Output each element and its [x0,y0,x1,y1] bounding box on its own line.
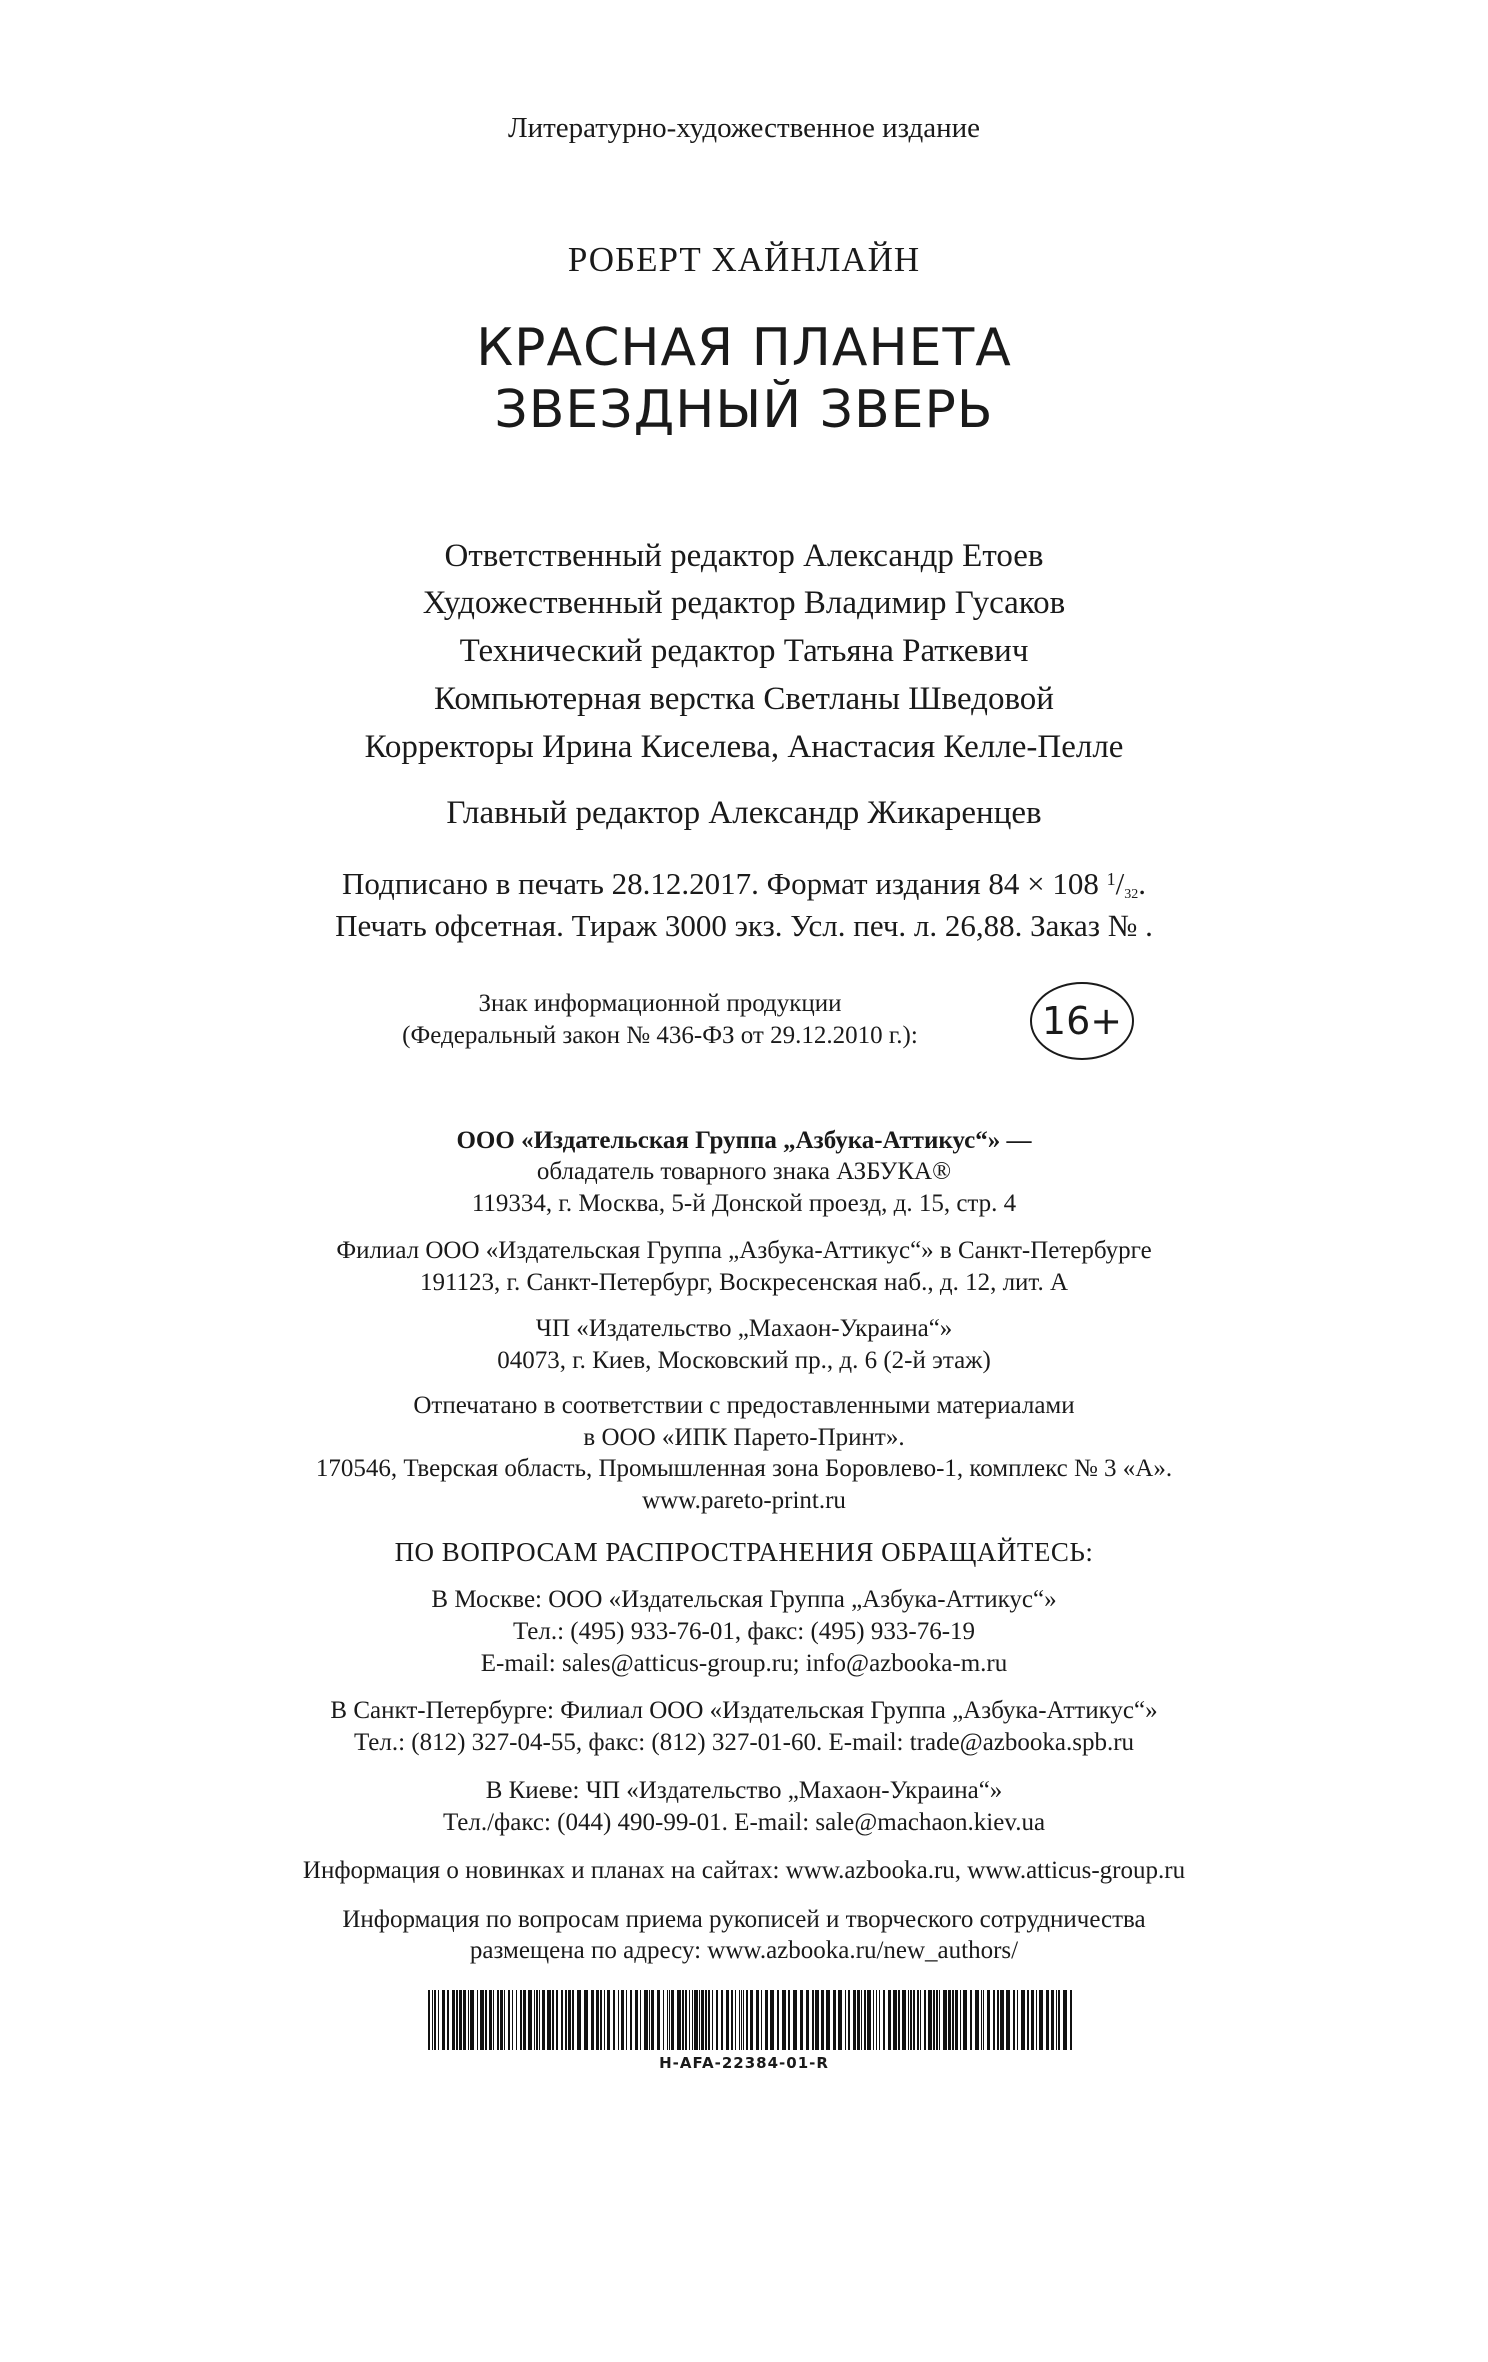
barcode-bar [970,1990,972,2050]
barcode-bar [939,1990,940,2050]
barcode-bar [924,1990,926,2050]
publisher-line-4: Филиал ООО «Издательская Группа „Азбука-Аттикус“» в Санкт-Петербурге [336,1237,1152,1264]
info-line-2: Информация по вопросам приема рукописей и творческого сотрудничества [342,1906,1146,1933]
barcode-bar [468,1990,469,2050]
barcode-bar [983,1990,984,2050]
barcode-bar [1021,1990,1025,2050]
barcode-bar [1013,1990,1015,2050]
printer-line-2: в ООО «ИПК Парето-Принт». [583,1424,905,1451]
barcode-bar [933,1990,935,2050]
edition-type: Литературно-художественное издание [507,112,981,144]
barcode-bar [651,1990,654,2050]
book-title-1: КРАСНАЯ ПЛАНЕТА [476,318,1012,378]
barcode-bar [1039,1990,1043,2050]
barcode-bar [743,1990,744,2050]
barcode-bar [746,1990,748,2050]
barcode-bar [761,1990,762,2050]
barcode-bar [782,1990,786,2050]
print-info-line-2: Печать офсетная. Тираж 3000 экз. Усл. печ. л. 26,88. Заказ № . [335,908,1153,943]
publisher-line-6: ЧП «Издательство „Махаон-Украина“» [535,1315,953,1342]
publisher-line-5: 191123, г. Санкт-Петербург, Воскресенская наб., д. 12, лит. А [419,1269,1069,1296]
barcode-bar [489,1990,492,2050]
barcode-bar [556,1990,558,2050]
barcode-bar [963,1990,967,2050]
barcode-bar [1000,1990,1004,2050]
barcode-bar [712,1990,713,2050]
staff-art-editor: Художественный редактор Владимир Гусаков [422,585,1066,621]
barcode-bar [917,1990,919,2050]
staff-proofreaders: Корректоры Ирина Киселева, Анастасия Келле-Пелле [364,729,1124,765]
barcode-bar [682,1990,684,2050]
barcode-bar [438,1990,439,2050]
book-title-2: ЗВЕЗДНЫЙ ЗВЕРЬ [494,380,994,440]
barcode-bar [542,1990,545,2050]
publisher-line-2: обладатель товарного знака АЗБУКА® [536,1158,952,1185]
barcode-bar [913,1990,915,2050]
staff-layout: Компьютерная верстка Светланы Шведовой [434,681,1054,717]
staff-editor: Ответственный редактор Александр Етоев [444,538,1044,574]
barcode-bar [741,1990,742,2050]
info-line-1: Информация о новинках и планах на сайтах: www.azbooka.ru, www.atticus-group.ru [302,1857,1186,1884]
barcode-bar [504,1990,505,2050]
barcode-bar [584,1990,588,2050]
barcode-bar [701,1990,704,2050]
distribution-kiev-1: В Киеве: ЧП «Издательство „Махаон-Украина“» [485,1777,1003,1804]
barcode-bar [1027,1990,1029,2050]
barcode-bar [689,1990,690,2050]
barcode-bar [756,1990,759,2050]
barcode-bar [536,1990,538,2050]
barcode-bar [442,1990,445,2050]
publisher-line-3: 119334, г. Москва, 5-й Донской проезд, д. 15, стр. 4 [471,1190,1017,1217]
barcode-bar [1051,1990,1054,2050]
barcode-bar [456,1990,458,2050]
barcode-bar [685,1990,687,2050]
staff-tech-editor: Технический редактор Татьяна Раткевич [459,633,1029,669]
barcode-bar [716,1990,718,2050]
barcode-bar [902,1990,906,2050]
printer-line-4: www.pareto-print.ru [642,1487,846,1514]
barcode-bar [838,1990,842,2050]
barcode-bar [618,1990,619,2050]
barcode-bar [1058,1990,1060,2050]
barcode-bar [428,1990,430,2050]
barcode-bar [477,1990,478,2050]
barcode-bar [621,1990,624,2050]
barcode-bar [485,1990,487,2050]
barcode-bar [565,1990,567,2050]
barcode-bar [591,1990,594,2050]
barcode-bar [848,1990,850,2050]
barcode-bar [806,1990,809,2050]
barcode-bar [432,1990,433,2050]
age-rating-badge: 16+ [1030,982,1134,1060]
barcode-bar [470,1990,474,2050]
barcode-bar [534,1990,535,2050]
barcode-bar [936,1990,938,2050]
barcode-bar [708,1990,710,2050]
barcode-bar [955,1990,958,2050]
barcode [428,1990,1076,2050]
barcode-bar [516,1990,517,2050]
barcode-bar [981,1990,982,2050]
barcode-bar [671,1990,674,2050]
barcode-bar [845,1990,846,2050]
barcode-bar [463,1990,466,2050]
publisher-line-7: 04073, г. Киев, Московский пр., д. 6 (2-й этаж) [497,1347,991,1374]
barcode-bar [640,1990,641,2050]
barcode-bar [788,1990,790,2050]
print-info-line-1: Подписано в печать 28.12.2017. Формат издания 84 × 108 $^1$/32. [342,866,1146,902]
barcode-bar [765,1990,768,2050]
barcode-bar [607,1990,610,2050]
age-sign-line-2: (Федеральный закон № 436-ФЗ от 29.12.2010 г.): [402,1022,918,1049]
barcode-bar [508,1990,510,2050]
barcode-bar [948,1990,951,2050]
barcode-bar [826,1990,830,2050]
barcode-bar [520,1990,522,2050]
barcode-bar [577,1990,581,2050]
barcode-bar [626,1990,627,2050]
barcode-bar [1046,1990,1049,2050]
barcode-bar [667,1990,668,2050]
barcode-bar [600,1990,602,2050]
barcode-bar [864,1990,866,2050]
barcode-bar [987,1990,990,2050]
barcode-bar [497,1990,499,2050]
barcode-bar [726,1990,729,2050]
barcode-bar [677,1990,681,2050]
barcode-bar [630,1990,632,2050]
barcode-bar [1031,1990,1034,2050]
barcode-bar [770,1990,774,2050]
barcode-bar [613,1990,615,2050]
barcode-bar [898,1990,900,2050]
barcode-bar [434,1990,436,2050]
distribution-moscow-3: E-mail: sales@atticus-group.ru; info@azbooka-m.ru [480,1650,1008,1677]
barcode-bar [928,1990,932,2050]
barcode-label: H-AFA-22384-01-R [659,2054,829,2072]
barcode-bar [997,1990,999,2050]
printer-line-1: Отпечатано в соответствии с предоставленными материалами [413,1392,1075,1419]
barcode-bar [1036,1990,1037,2050]
barcode-bar [731,1990,733,2050]
barcode-bar [523,1990,526,2050]
info-line-3: размещена по адресу: www.azbooka.ru/new_authors/ [469,1937,1019,1964]
barcode-bar [815,1990,819,2050]
barcode-bar [635,1990,638,2050]
barcode-bar [800,1990,803,2050]
barcode-bar [833,1990,836,2050]
distribution-kiev-2: Тел./факс: (044) 490-99-01. E-mail: sale@machaon.kiev.ua [442,1809,1046,1836]
author-name: РОБЕРТ ХАЙНЛАЙН [567,240,921,279]
barcode-bar [975,1990,979,2050]
barcode-bar [853,1990,856,2050]
barcode-bar [943,1990,947,2050]
barcode-bar [1070,1990,1072,2050]
barcode-bar [873,1990,874,2050]
barcode-bar [644,1990,648,2050]
barcode-bar [888,1990,891,2050]
barcode-bar [793,1990,797,2050]
barcode-bar [692,1990,693,2050]
barcode-bar [750,1990,753,2050]
format-fraction-numerator: 1 [1106,869,1116,889]
age-sign-line-1: Знак информационной продукции [478,990,842,1017]
barcode-bar [739,1990,740,2050]
barcode-bar [735,1990,736,2050]
barcode-bar [596,1990,599,2050]
printer-line-3: 170546, Тверская область, Промышленная зона Боровлево-1, комплекс № 3 «А». [315,1455,1173,1482]
barcode-bar [459,1990,462,2050]
distribution-spb-2: Тел.: (812) 327-04-55, факс: (812) 327-01-60. E-mail: trade@azbooka.spb.ru [353,1729,1135,1756]
barcode-bar [721,1990,723,2050]
barcode-bar [705,1990,707,2050]
barcode-bar [480,1990,484,2050]
barcode-bar [547,1990,551,2050]
barcode-bar [649,1990,650,2050]
barcode-bar [1056,1990,1057,2050]
print-info-main: Подписано в печать 28.12.2017. Формат издания 84 × 108 [342,866,1107,901]
barcode-bar [857,1990,860,2050]
barcode-bar [561,1990,563,2050]
barcode-bar [777,1990,779,2050]
barcode-bar [952,1990,954,2050]
barcode-bar [821,1990,824,2050]
barcode-bar [604,1990,605,2050]
barcode-bar [812,1990,814,2050]
barcode-bar [867,1990,871,2050]
distribution-moscow-1: В Москве: ООО «Издательская Группа „Азбука-Аттикус“» [431,1586,1057,1613]
barcode-bar [539,1990,540,2050]
age-sign-text [320,988,1000,1052]
barcode-bar [657,1990,660,2050]
distribution-heading: ПО ВОПРОСАМ РАСПРОСТРАНЕНИЯ ОБРАЩАЙТЕСЬ: [394,1537,1094,1567]
barcode-bar [452,1990,455,2050]
barcode-bar [879,1990,880,2050]
barcode-bar [512,1990,513,2050]
distribution-moscow-2: Тел.: (495) 933-76-01, факс: (495) 933-76-19 [512,1618,976,1645]
barcode-bar [861,1990,862,2050]
barcode-bar [669,1990,670,2050]
barcode-bar [500,1990,503,2050]
barcode-bar [694,1990,698,2050]
barcode-bar [1063,1990,1067,2050]
barcode-bar [447,1990,449,2050]
barcode-bar [910,1990,912,2050]
barcode-bar [528,1990,532,2050]
staff-chief-editor: Главный редактор Александр Жикаренцев [446,795,1042,831]
barcode-bar [993,1990,995,2050]
barcode-bar [552,1990,554,2050]
barcode-bar [663,1990,664,2050]
barcode-bar [572,1990,574,2050]
distribution-spb-1: В Санкт-Петербурге: Филиал ООО «Издательская Группа „Азбука-Аттикус“» [330,1697,1158,1724]
barcode-bar [893,1990,897,2050]
barcode-bar [1006,1990,1010,2050]
barcode-bar [883,1990,885,2050]
barcode-bar [920,1990,921,2050]
barcode-bar [568,1990,571,2050]
publisher-line-1: ООО «Издательская Группа „Азбука-Аттикус“» — [456,1127,1032,1154]
barcode-bar [699,1990,700,2050]
barcode-bar [908,1990,909,2050]
barcode-bar [493,1990,494,2050]
barcode-bar [1017,1990,1018,2050]
barcode-bar [876,1990,877,2050]
barcode-bar [960,1990,961,2050]
format-fraction-denominator: 32 [1124,887,1139,902]
